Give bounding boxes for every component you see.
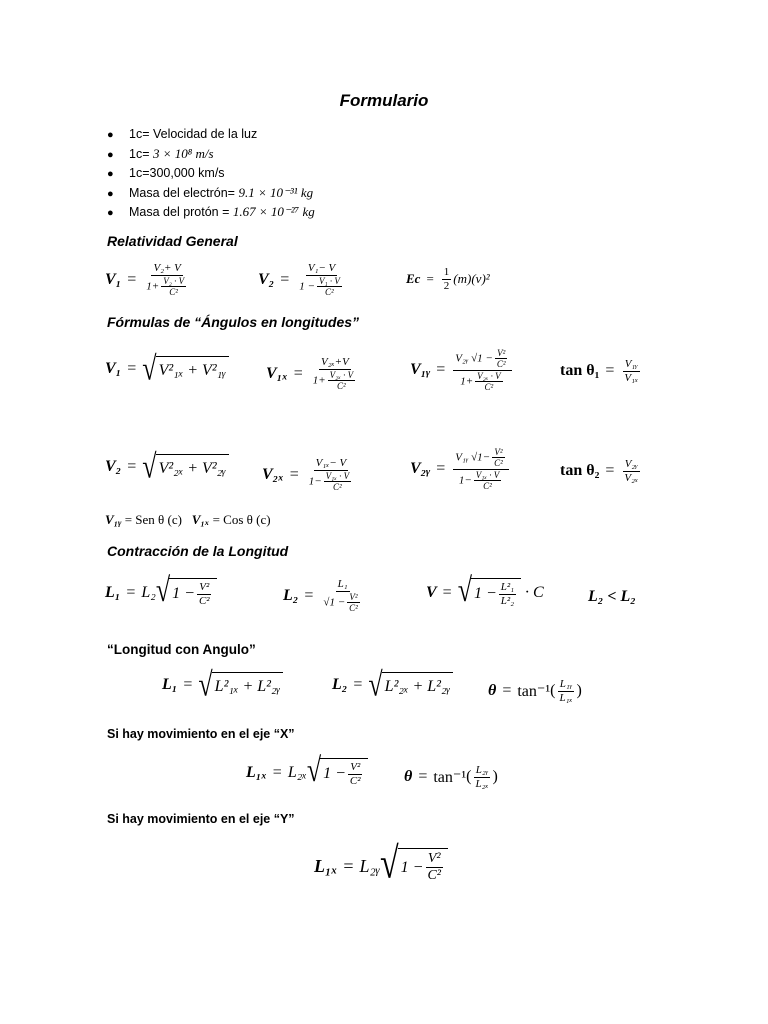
formula-inequality: L₂ < L₂ (588, 588, 636, 605)
bullet-icon: ● (107, 148, 114, 161)
formula-v1-relativity: V₁ = V₂+ V 1+ $\frac{\text{V₂ · V}}{\text{C²}}$ (105, 262, 185, 297)
formula-l2-contraction: L₂ = L₁ √1 − $\frac{\text{V²}}{\text{C²}}$ (283, 578, 358, 613)
formula-v2y: V₂ᵧ = V₁ᵧ √1− $\frac{\text{V²}}{\text{C²}}$ 1− $\frac{\text{V₁ₓ · V}}{\text{C²}}$ (410, 447, 511, 491)
formula-v2-magnitude: V₂ = √ V²₂ₓ + V²₂ᵧ (105, 454, 229, 480)
formula-v1-magnitude: V₁ = √ V²₁ₓ + V²₁ᵧ (105, 356, 229, 382)
section-heading: Si hay movimiento en el eje “Y” (107, 812, 295, 826)
formula-v1x: V₁ₓ = V₂ₓ+V 1+ $\frac{\text{V₂ₓ · V}}{\text{C²}}$ (266, 356, 354, 391)
section-heading: Si hay movimiento en el eje “X” (107, 727, 295, 741)
formula-theta-mov-x: θ = tan⁻¹ ( $\frac{\text{L₂ᵧ}}{\text{L₂ₓ}}$ ) (404, 764, 498, 790)
constants-list (107, 124, 315, 222)
formula-sen-cos: V₁ᵧ = Sen θ (c) V₁ₓ = Cos θ (c) (105, 512, 271, 527)
list-item: ● Masa del protón = 1.67 × 10⁻²⁷ kg (107, 202, 315, 222)
formula-v1y: V₁ᵧ = V₂ᵧ √1 − $\frac{\text{V²}}{\text{C²}}$ 1+ $\frac{\text{V₂ₓ · V}}{\text{C²}}$ (410, 348, 514, 392)
formula-l2-angle: L₂ = √ L²₂ₓ + L²₂ᵧ (332, 672, 453, 698)
bullet-icon: ● (107, 207, 114, 219)
list-item: ● 1c= Velocidad de la luz (107, 124, 315, 144)
formula-l1x-mov-x: L₁ₓ = L₂ₓ √ 1 − $\frac{\text{V²}}{\text{C²}}$ (246, 758, 368, 787)
formula-kinetic-energy: Ec = $\frac{1}{2}$ (m)(v)² (406, 266, 490, 292)
section-heading: “Longitud con Angulo” (107, 642, 256, 657)
section-heading: Fórmulas de “Ángulos en longitudes” (107, 314, 360, 330)
section-heading: Contracción de la Longitud (107, 543, 289, 559)
formula-tan-theta1: tan θ₁ = $\frac{\text{V₁ᵧ}}{\text{V₁ₓ}}$ (560, 358, 639, 384)
section-heading: Relatividad General (107, 233, 238, 249)
formula-l1-angle: L₁ = √ L²₁ₓ + L²₂ᵧ (162, 672, 283, 698)
list-item: ● 1c= 3 × 10⁸ m/s (107, 144, 315, 164)
formula-l1x-mov-y: L₁ₓ = L₂ᵧ √ 1 − $\frac{\text{V²}}{\text{C²}}$ (314, 848, 448, 884)
list-item: ● 1c=300,000 km/s (107, 163, 315, 183)
formula-v2x: V₂ₓ = V₁ₓ− V 1− $\frac{\text{V₁ₓ · V}}{\text{C²}}$ (262, 457, 350, 492)
bullet-icon: ● (107, 168, 114, 180)
page-title: Formulario (339, 91, 429, 110)
list-item: ● Masa del electrón= 9.1 × 10⁻³¹ kg (107, 183, 315, 203)
bullet-icon: ● (107, 187, 114, 200)
formula-tan-theta2: tan θ₂ = $\frac{\text{V₂ᵧ}}{\text{V₂ₓ}}$ (560, 458, 639, 484)
bullet-icon: ● (107, 129, 114, 141)
formula-v2-relativity: V₂ = V₁− V 1 − $\frac{\text{V₁ · V}}{\text{C²}}$ (258, 262, 340, 297)
formula-l1-contraction: L₁ = L₂ √ 1 − $\frac{\text{V²}}{\text{C²}}$ (105, 578, 217, 607)
formula-velocity-contraction: V = √ 1 − $\frac{\text{L²₁}}{\text{L²₂}}$ · C (426, 571, 544, 609)
formula-theta-angle: θ = tan⁻¹ ( $\frac{\text{L₁ᵧ}}{\text{L₁ₓ}}$ ) (488, 678, 582, 704)
